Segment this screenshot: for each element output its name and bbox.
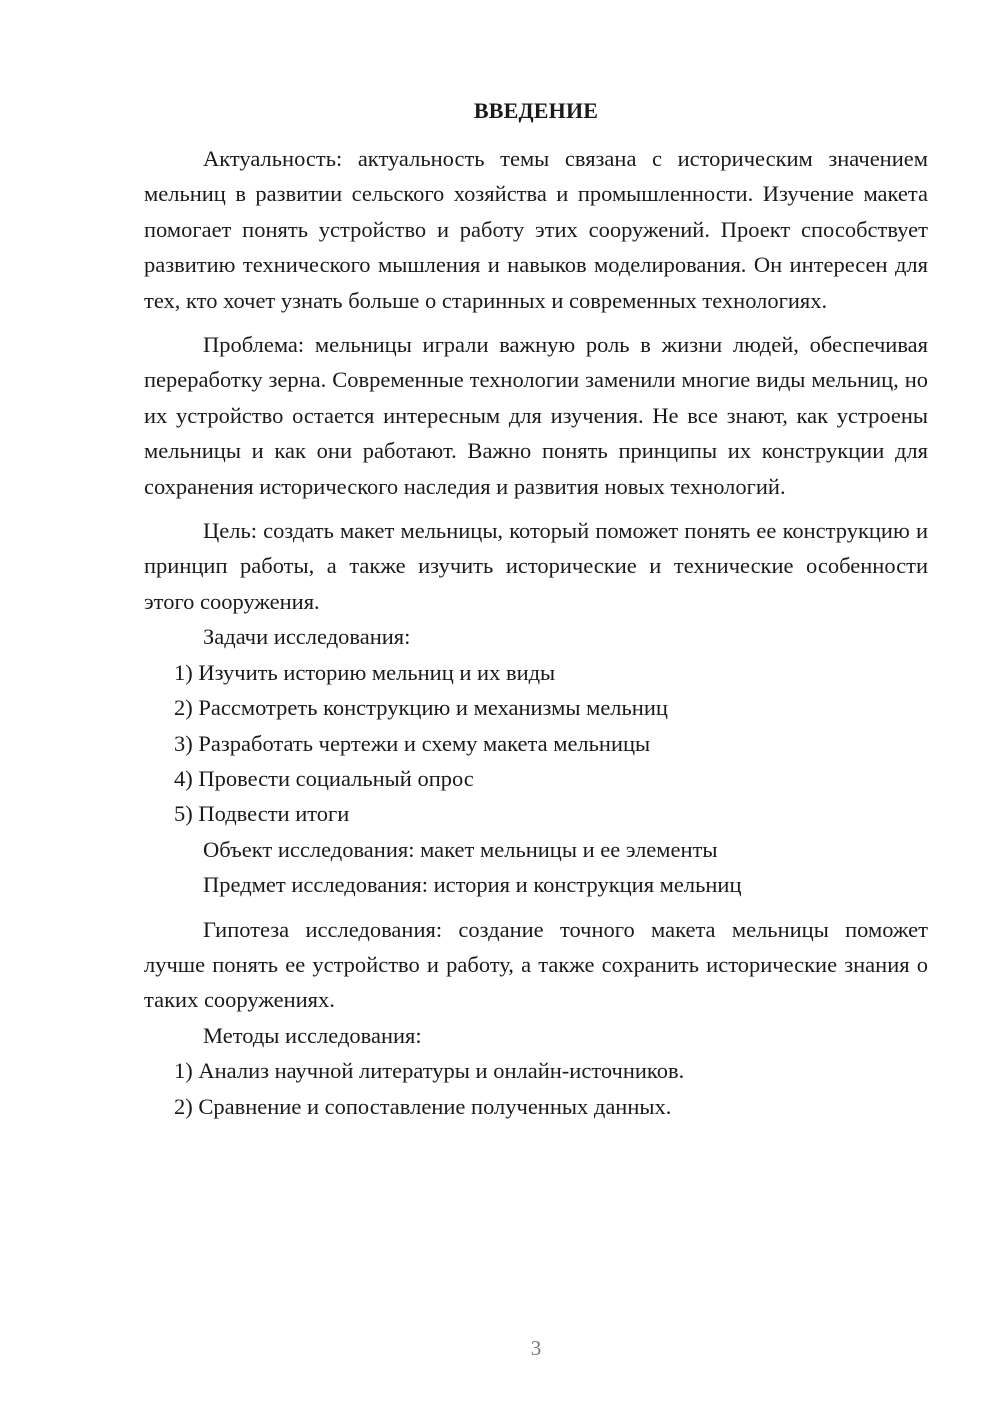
page-body — [144, 141, 928, 1124]
task-item: 4) Провести социальный опрос — [174, 765, 474, 791]
task-item: 2) Рассмотреть конструкцию и механизмы мельниц — [174, 695, 668, 721]
method-item: 1) Анализ научной литературы и онлайн-источников. — [174, 1058, 685, 1084]
methods-heading: Методы исследования: — [203, 1022, 422, 1048]
actuality-paragraph: Актуальность: актуальность темы связана с историческим значением мельниц в развитии сельского хозяйства и промышленности. Изучение макета помогает понять устройство и работу этих сооружений. Проект способствует развитию технического мышления и навыков моделирования. Он интересен для тех, кто хочет узнать больше о старинных и современных технологиях. — [144, 146, 928, 313]
tasks-heading: Задачи исследования: — [203, 624, 411, 650]
hypothesis-paragraph: Гипотеза исследования: создание точного макета мельницы поможет лучше понять ее устройство и работу, а также сохранить исторические знания о таких сооружениях. — [144, 916, 928, 1013]
object-line: Объект исследования: макет мельницы и ее элементы — [203, 836, 718, 862]
task-item: 3) Разработать чертежи и схему макета мельницы — [174, 730, 651, 756]
page-number: 3 — [530, 1336, 542, 1360]
task-item: 1) Изучить историю мельниц и их виды — [174, 659, 556, 685]
problem-paragraph: Проблема: мельницы играли важную роль в жизни людей, обеспечивая переработку зерна. Современные технологии заменили многие виды мельниц, но их устройство остается интересным для изучения. Не все знают, как устроены мельницы и как они работают. Важно понять принципы их конструкции для сохранения исторического наследия и развития новых технологий. — [144, 332, 928, 499]
subject-line: Предмет исследования: история и конструкция мельниц — [203, 872, 742, 898]
section-title: ВВЕДЕНИЕ — [473, 98, 599, 123]
method-item: 2) Сравнение и сопоставление полученных данных. — [174, 1093, 672, 1119]
task-item: 5) Подвести итоги — [174, 801, 350, 827]
goal-paragraph: Цель: создать макет мельницы, который поможет понять ее конструкцию и принцип работы, а также изучить исторические и технические особенности этого сооружения. — [144, 518, 928, 614]
